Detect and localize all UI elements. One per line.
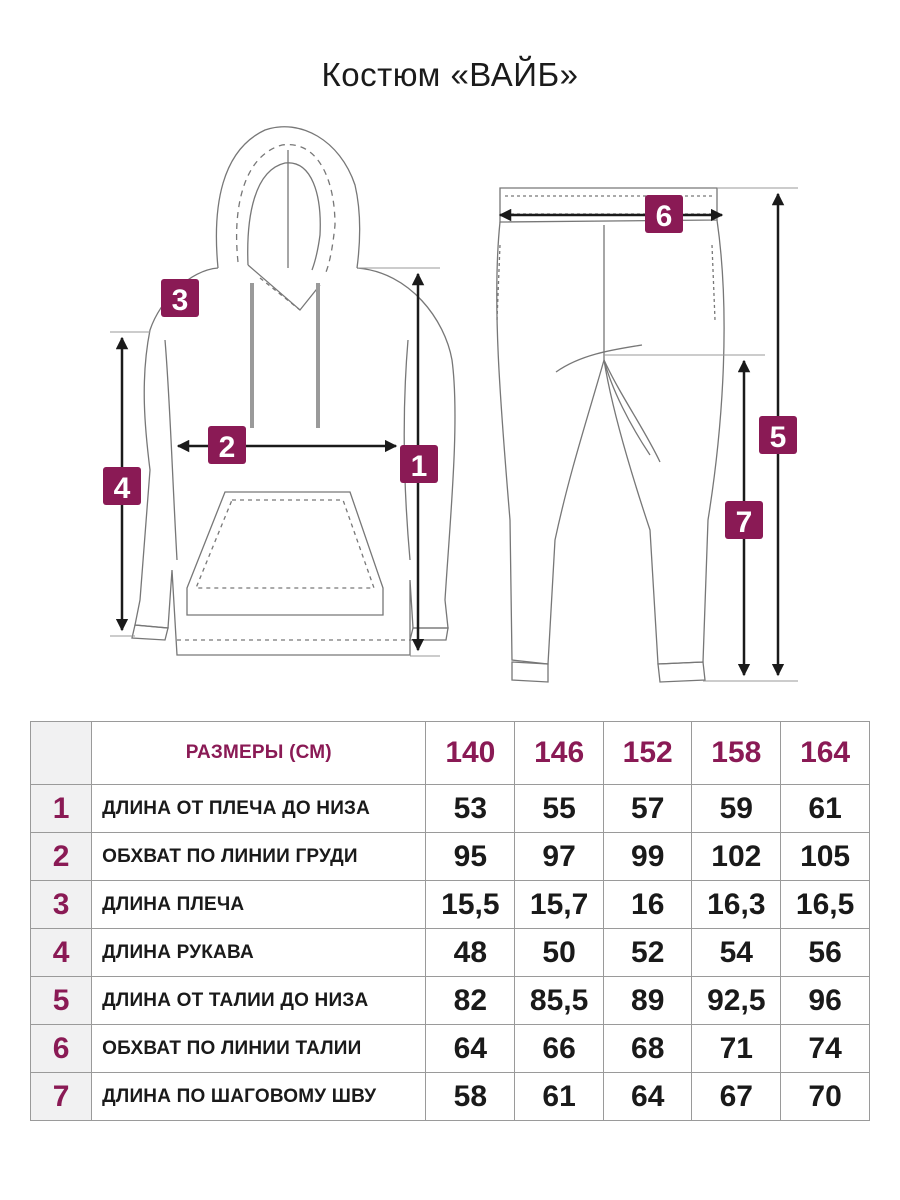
- cell-value: 66: [515, 1025, 604, 1073]
- pants-drawing: [497, 188, 724, 682]
- svg-text:7: 7: [735, 506, 753, 539]
- table-row: [31, 1073, 870, 1121]
- row-label: ДЛИНА ПО ШАГОВОМУ ШВУ: [92, 1073, 426, 1121]
- cell-value: 56: [781, 929, 870, 977]
- cell-value: 57: [604, 785, 692, 833]
- cell-value: 16: [604, 881, 692, 929]
- cell-value: 71: [692, 1025, 781, 1073]
- svg-text:1: 1: [410, 450, 428, 483]
- cell-value: 15,5: [426, 881, 515, 929]
- row-number: 5: [31, 977, 92, 1025]
- row-number: 1: [31, 785, 92, 833]
- cell-value: 82: [426, 977, 515, 1025]
- cell-value: 74: [781, 1025, 870, 1073]
- row-label: ДЛИНА РУКАВА: [92, 929, 426, 977]
- cell-value: 64: [604, 1073, 692, 1121]
- cell-value: 61: [515, 1073, 604, 1121]
- svg-text:2: 2: [218, 431, 236, 464]
- row-label: ДЛИНА ПЛЕЧА: [92, 881, 426, 929]
- size-158: 158: [692, 722, 781, 785]
- badge-5: [759, 416, 797, 454]
- cell-value: 97: [515, 833, 604, 881]
- cell-value: 68: [604, 1025, 692, 1073]
- row-label: ОБХВАТ ПО ЛИНИИ ТАЛИИ: [92, 1025, 426, 1073]
- cell-value: 61: [781, 785, 870, 833]
- badge-3: [161, 279, 199, 317]
- cell-value: 92,5: [692, 977, 781, 1025]
- svg-text:4: 4: [113, 472, 131, 505]
- cell-value: 16,5: [781, 881, 870, 929]
- row-label: ОБХВАТ ПО ЛИНИИ ГРУДИ: [92, 833, 426, 881]
- svg-text:3: 3: [171, 284, 189, 317]
- table-row: [31, 929, 870, 977]
- svg-text:5: 5: [769, 421, 787, 454]
- cell-value: 48: [426, 929, 515, 977]
- cell-value: 53: [426, 785, 515, 833]
- table-corner-cell: [31, 722, 92, 785]
- cell-value: 58: [426, 1073, 515, 1121]
- badge-2: [208, 426, 246, 464]
- row-number: 3: [31, 881, 92, 929]
- cell-value: 55: [515, 785, 604, 833]
- size-152: 152: [604, 722, 692, 785]
- cell-value: 15,7: [515, 881, 604, 929]
- badge-6: [645, 195, 683, 233]
- badge-4: [103, 467, 141, 505]
- cell-value: 105: [781, 833, 870, 881]
- cell-value: 70: [781, 1073, 870, 1121]
- row-label: ДЛИНА ОТ ПЛЕЧА ДО НИЗА: [92, 785, 426, 833]
- cell-value: 52: [604, 929, 692, 977]
- row-number: 7: [31, 1073, 92, 1121]
- cell-value: 96: [781, 977, 870, 1025]
- table-row: [31, 881, 870, 929]
- hoodie-drawing: [132, 127, 455, 655]
- badge-1: [400, 445, 438, 483]
- cell-value: 102: [692, 833, 781, 881]
- cell-value: 89: [604, 977, 692, 1025]
- table-header-row: [31, 722, 870, 785]
- cell-value: 85,5: [515, 977, 604, 1025]
- table-row: [31, 1025, 870, 1073]
- table-row: [31, 977, 870, 1025]
- row-number: 4: [31, 929, 92, 977]
- badge-7: [725, 501, 763, 539]
- cell-value: 64: [426, 1025, 515, 1073]
- row-number: 6: [31, 1025, 92, 1073]
- size-146: 146: [515, 722, 604, 785]
- cell-value: 99: [604, 833, 692, 881]
- cell-value: 95: [426, 833, 515, 881]
- cell-value: 59: [692, 785, 781, 833]
- page-title: Костюм «ВАЙБ»: [321, 56, 579, 93]
- table-row: [31, 785, 870, 833]
- header-label: РАЗМЕРЫ (СМ): [92, 722, 426, 785]
- cell-value: 50: [515, 929, 604, 977]
- size-table: [30, 721, 870, 1121]
- row-label: ДЛИНА ОТ ТАЛИИ ДО НИЗА: [92, 977, 426, 1025]
- svg-text:6: 6: [655, 200, 673, 233]
- row-number: 2: [31, 833, 92, 881]
- table-row: [31, 833, 870, 881]
- cell-value: 16,3: [692, 881, 781, 929]
- cell-value: 54: [692, 929, 781, 977]
- size-164: 164: [781, 722, 870, 785]
- cell-value: 67: [692, 1073, 781, 1121]
- size-140: 140: [426, 722, 515, 785]
